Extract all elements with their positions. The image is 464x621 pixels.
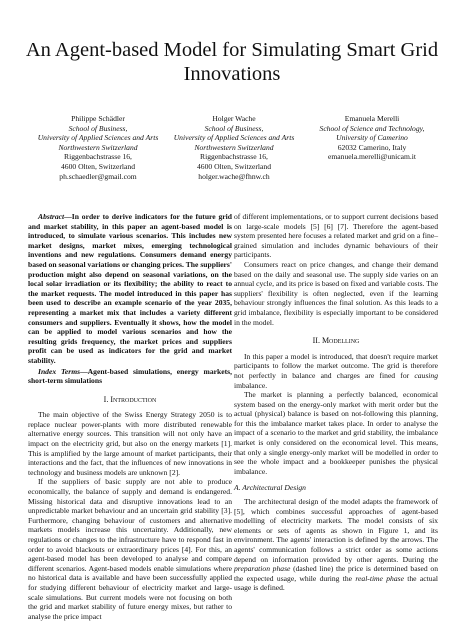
section-heading-introduction: I. Introduction (103, 394, 157, 404)
author-address: Riggenbachstrasse 16, (200, 152, 268, 162)
section-heading-modelling: II. Modelling (312, 336, 360, 346)
emphasis: preparation phase (234, 564, 291, 574)
paragraph: The market is planning a perfectly balanced, economical system based on the energy-only market with merit order but the actual (physical) balance is based on not-following this planning, for this the imbalance market takes place. In order to analyse the impact of a scenario to the market and grid stability, the imbalance market is only considered on the economical level. This means, that only a single energy-only market will be modelled in order to see the whole impact and a bookkeeper punishes the physical imbalance. (234, 390, 438, 476)
subsection-heading-architectural-design: A. Architectural Design (234, 483, 306, 493)
author-address: 62032 Camerino, Italy (337, 142, 407, 152)
author-email: emanuela.merelli@unicam.it (328, 152, 416, 162)
author-affiliation: University of Applied Sciences and Arts (173, 133, 295, 143)
emphasis: real-time phase (355, 573, 404, 583)
author-name: Holger Wache (212, 114, 256, 123)
text-run: The architectural design of the model adapts the framework of [5], which combines successful approaches of agent-based modelling of electricity markets. The model consists of six elements or sets of agents as shown in Figure 1, and its environment. The agents' interaction is defined by the arrows. The agents' communication follows a strict order as some actions depend on information provided by other agents. During the (234, 497, 438, 564)
author-affiliation: University of Camerino (336, 133, 408, 143)
author-name: Emanuela Merelli (344, 114, 400, 123)
paper-title: An Agent-based Model for Simulating Smart Grid Innovations (25, 39, 439, 85)
author-affiliation: School of Science and Technology, (319, 123, 425, 133)
author-name: Philippe Schädler (71, 114, 125, 123)
index-terms-label: Index Terms (38, 366, 81, 376)
paragraph (234, 497, 438, 593)
text-run: the actual usage is defined. (234, 573, 439, 593)
right-column (234, 212, 438, 593)
author-affiliation: Northwestern Switzerland (58, 142, 138, 152)
author-affiliation: Northwestern Switzerland (194, 142, 274, 152)
author-block-1 (22, 114, 174, 181)
author-affiliation: University of Applied Sciences and Arts (37, 133, 159, 143)
author-email: holger.wache@fhnw.ch (198, 171, 270, 181)
author-affiliation: School of Business, (204, 123, 264, 133)
text-run: In this paper a model is introduced, that doesn't require market participants to follow the market outcome. The grid is therefore not perfectly in balance and charges are fined for (234, 351, 438, 380)
paragraph (234, 352, 438, 390)
paragraph: Consumers react on price changes, and change their demand based on the daily and seasonal use. The supply side varies on an annual cycle, and its price is based on fixed and variable costs. The suppliers' flexibility is often neglected, even if the learning behaviour strongly influences the final solution. As this leads to a grid imbalance, flexibility is especially important to be considered in the model. (234, 259, 438, 327)
author-block-2 (158, 114, 310, 181)
author-address: Riggenbachstrasse 16, (64, 152, 132, 162)
author-block-3 (296, 114, 448, 162)
abstract-label: Abstract (38, 212, 65, 221)
abstract-text: —In order to derive indicators for the future grid and market stability, in this paper an agent-based model is introduced, to simulate various scenarios. This includes new market designs, market mixes, emerging technological inventions and new regulations. Consumers demand energy based on seasonal variations or changing prices. The suppliers' production might also depend on seasonal variations, on the local solar irradiation or its flexibility; the ability to react to the market requests. The model introduced in this paper has been used to describe an example scenario of the year 2035, representing a market mix that includes a variety different consumers and suppliers. Eventually it shows, how the model can be applied to model various scenarios and how the resulting grids frequency, the market prices and suppliers profit can be used as indicators for the grid and market stability. (28, 212, 232, 365)
index-terms (28, 367, 232, 386)
text-run: (dashed line) the price is determined based on the expected usage, while during the (234, 564, 438, 583)
index-terms-text: —Agent-based simulations, energy markets, short-term simulations (28, 366, 232, 386)
paragraph: of different implementations, or to support current decisions based on large-scale models [5] [6] [7]. Therefore the agent-based system presented here focuses a related market and grid on a fine–grained simulation and includes dynamic behaviours of their participants. (234, 212, 438, 260)
author-affiliation: School of Business, (68, 123, 128, 133)
emphasis: causing (414, 370, 438, 380)
author-email: ph.schaedler@gmail.com (59, 171, 137, 181)
author-address: 4600 Olten, Switzerland (196, 161, 272, 171)
author-address: 4600 Olten, Switzerland (60, 161, 136, 171)
paragraph: The main objective of the Swiss Energy Strategy 2050 is to replace nuclear power-plants with more distributed renewable alternative energy sources. This transition will not only have an impact on the electricity grid, but also on the energy markets [1]. This is amplified by the large amount of market participants, their interactions and the fact, that the influences of new innovations in technology and business models are unknown [2]. (28, 410, 232, 477)
paragraph: If the suppliers of basic supply are not able to produce economically, the balance of supply and demand is endangered. Missing historical data and disruptive innovations lead to an unpredictable market behaviour and an uncertain grid stability [3]. Furthermore, changing behaviour of customers and alternative markets models increase this uncertainty. Additionally, new regulations or changes to the infrastructure have to respond fast in order to avoid blackouts or extraordinary prices [4]. For this, an agent-based model has been developed to analyse and compare different scenarios. Agent-based models enable simulations where no historical data is available and have been successfully applied for studying different behaviour of electricity market and large-scale simulations. But current models were not focusing on both the grid and market stability of future energy mixes, but rather to analyse the price impact (28, 477, 232, 621)
left-column (28, 212, 232, 621)
abstract (28, 212, 232, 366)
text-run: imbalance. (234, 380, 268, 390)
